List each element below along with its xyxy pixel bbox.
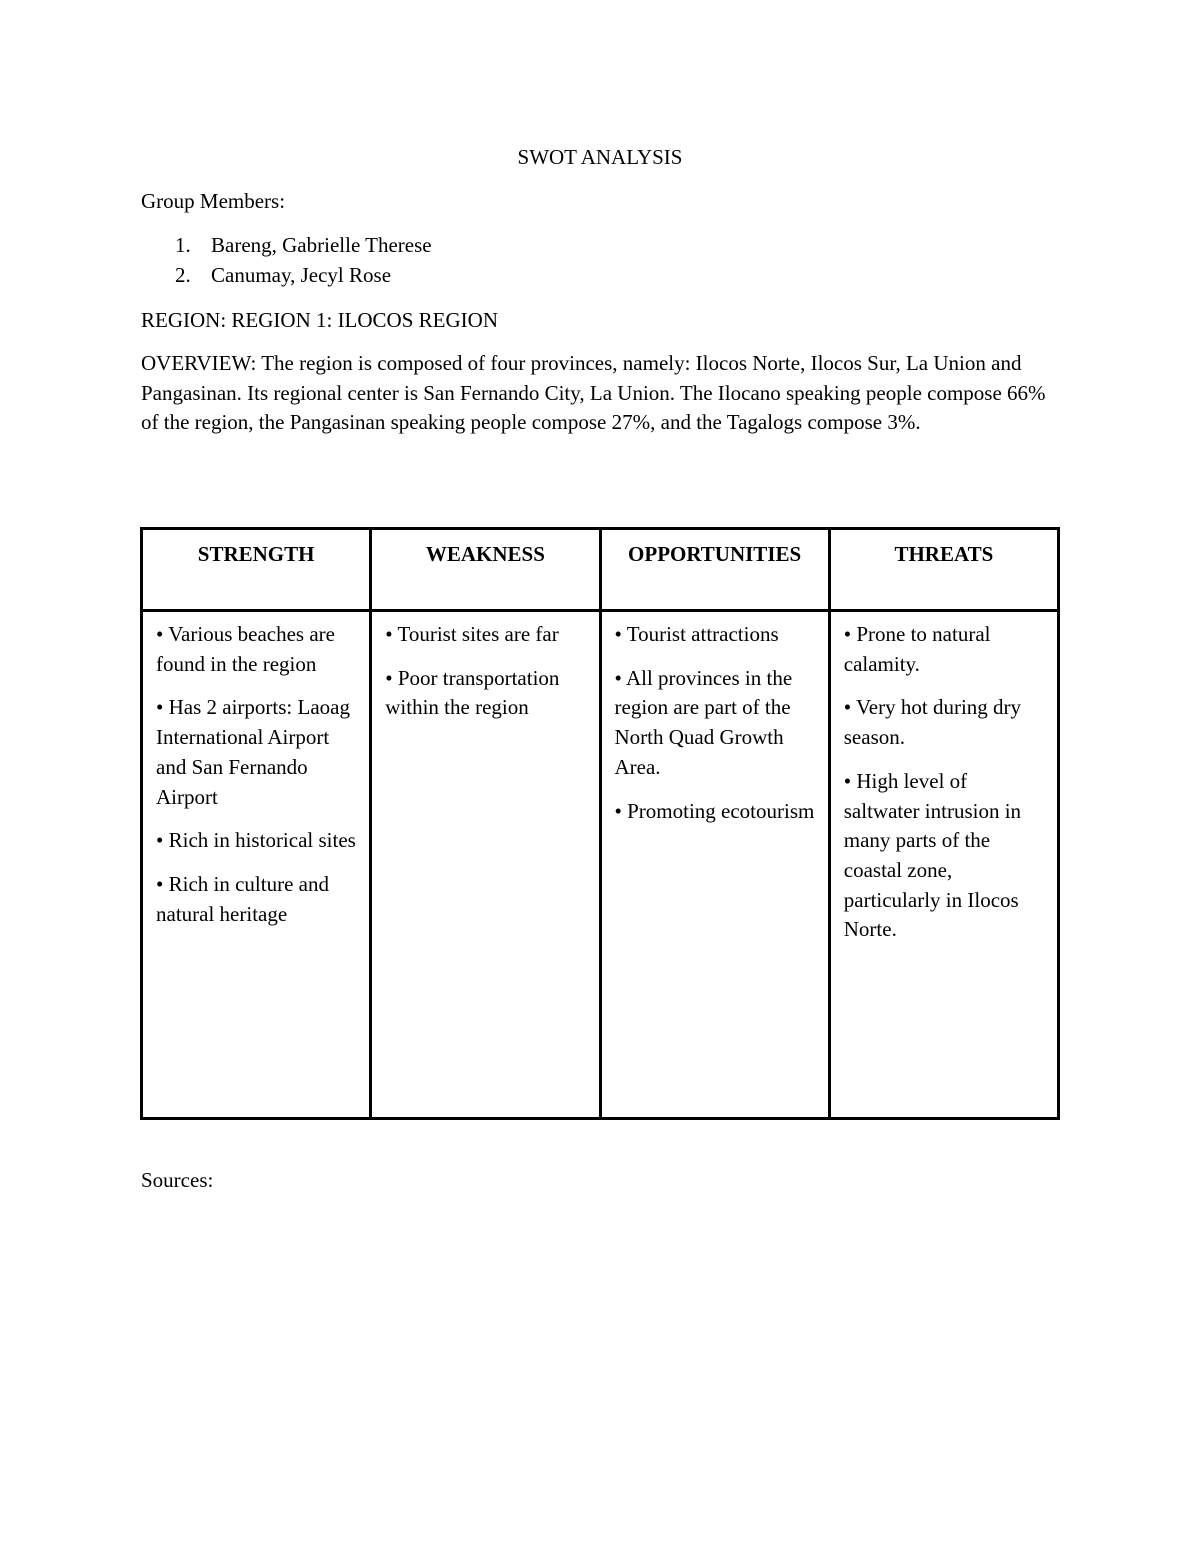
opportunity-item: • All provinces in the region are part of the North Quad Growth Area.: [614, 665, 793, 779]
member-name: Bareng, Gabrielle Therese: [211, 233, 432, 257]
list-number: 1.: [175, 233, 191, 257]
list-number: 2.: [175, 263, 191, 287]
list-item: [141, 231, 432, 261]
sources-label: Sources:: [141, 1168, 214, 1192]
opportunity-item: • Tourist attractions: [614, 622, 779, 646]
header-weakness: WEAKNESS: [371, 529, 600, 611]
threat-item: • Very hot during dry season.: [843, 695, 1022, 750]
member-list: [141, 231, 432, 291]
strength-item: • Various beaches are found in the region: [156, 622, 335, 676]
header-opportunities: OPPORTUNITIES: [600, 529, 829, 611]
strength-cell: [142, 611, 371, 1119]
group-members-label: Group Members:: [141, 189, 286, 213]
table-row: [142, 611, 1059, 1119]
region-line: REGION: REGION 1: ILOCOS REGION: [141, 308, 498, 332]
table-header-row: [142, 529, 1059, 611]
document-title: SWOT ANALYSIS: [517, 145, 683, 169]
opportunity-item: • Promoting ecotourism: [614, 798, 815, 823]
swot-table: [140, 527, 1060, 1120]
header-strength: STRENGTH: [142, 529, 371, 611]
list-item: [141, 261, 432, 291]
strength-item: • Rich in historical sites: [156, 828, 356, 853]
member-name: Canumay, Jecyl Rose: [211, 263, 392, 287]
strength-item: • Has 2 airports: Laoag International Airport and San Fernando Airport: [156, 695, 350, 809]
opportunities-cell: [600, 611, 829, 1119]
weakness-cell: [371, 611, 600, 1119]
weakness-item: • Tourist sites are far: [385, 622, 559, 646]
strength-item: • Rich in culture and natural heritage: [156, 871, 329, 926]
overview-paragraph: OVERVIEW: The region is composed of four provinces, namely: Ilocos Norte, Ilocos Sur, La Union and Pangasinan. Its regional center is San Fernando City, La Union. The Ilocano speaking people compose 66% of the region, the Pangasinan speaking people compose 27%, and the Tagalogs compose 3%.: [141, 351, 1046, 435]
threat-item: • High level of saltwater intrusion in many parts of the coastal zone, particularly in Ilocos Norte.: [843, 768, 1022, 942]
threats-cell: [829, 611, 1058, 1119]
header-threats: THREATS: [829, 529, 1058, 611]
threat-item: • Prone to natural calamity.: [843, 622, 991, 676]
weakness-item: • Poor transportation within the region: [385, 665, 560, 720]
